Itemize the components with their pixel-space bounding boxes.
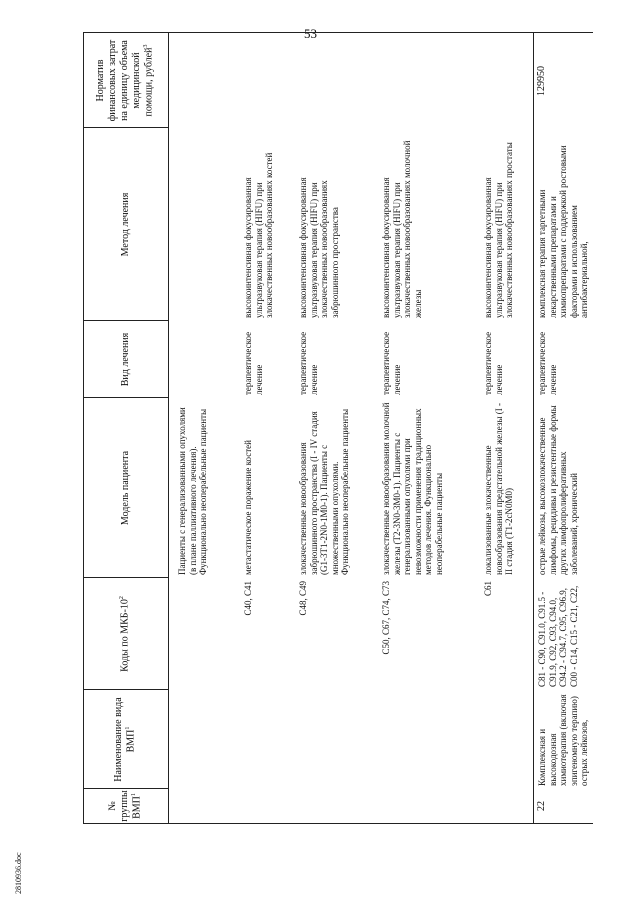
row-treatment-type: терапевтическое лечение [381, 331, 402, 395]
row-patient-model: злокачественные новообразования забрюшинного пространства (I - IV стадия (G1-3T1-2N0-1M0-1). Пациенты с множественными опухолями. Функционально неоперабельные пациенты [298, 409, 351, 575]
group-icd-codes: C81 - C90, C91.0, C91.5 - C91.9, C92, C93, C94.0, C94.2 - C94.7, C95, C96.9, C00 - C14, C15 - C21, C22, [537, 585, 579, 687]
table-grid [83, 32, 593, 824]
header-vmp-name: Наименование вида ВМП$^1$ [113, 697, 137, 782]
header-treatment-type: Вид лечения [119, 332, 131, 387]
row-icd-codes: C40, C41 [243, 581, 253, 616]
row-icd-codes: C48, C49 [298, 581, 308, 616]
group-cost-norm: 129950 [536, 66, 547, 96]
group-divider [533, 33, 534, 823]
row-treatment-method: высокоинтенсивная фокусированная ультразвуковая терапия (HIFU) при злокачественных новообразованиях костей [243, 152, 275, 318]
row-patient-model: локализованные злокачественные новообразования предстательной железы (I - II стадия (T1-2cN0M0) [483, 403, 515, 575]
group-treatment-type: терапевтическое лечение [537, 331, 558, 395]
header-treatment-method: Метод лечения [119, 192, 131, 257]
row-patient-model: метастатическое поражение костей [243, 440, 253, 575]
row-treatment-method: высокоинтенсивная фокусированная ультразвуковая терапия (HIFU) при злокачественных новообразованиях молочной железы [381, 140, 423, 318]
row-treatment-type: терапевтическое лечение [243, 331, 264, 395]
group-number: 22 [536, 801, 547, 811]
footer-filename [14, 846, 38, 894]
continuation-patient-model: Пациенты с генерализованными опухолями (в плане паллиативного лечения). Функционально неоперабельные пациенты [177, 407, 209, 575]
row-icd-codes: C61 [483, 581, 493, 597]
row-treatment-type: терапевтическое лечение [298, 331, 319, 395]
rotated-table [83, 34, 593, 824]
header-bottom-border [168, 33, 169, 823]
row-icd-codes: C50, C67, C74, C73 [381, 581, 391, 655]
header-group-number: № группы ВМП$^1$ [107, 790, 143, 822]
row-treatment-method: высокоинтенсивная фокусированная ультразвуковая терапия (HIFU) при злокачественных новообразованиях простаты [483, 142, 515, 318]
row-treatment-type: терапевтическое лечение [483, 331, 504, 395]
group-treatment-method: комплексная терапия таргетными лекарственными препаратами и химиопрепаратами с поддержкой ростовыми факторами и использованием антибактериальной, [537, 145, 590, 318]
row-treatment-method: высокоинтенсивная фокусированная ультразвуковая терапия (HIFU) при злокачественных новообразованиях забрюшинного пространства [298, 177, 340, 318]
header-icd-codes: Коды по МКБ-$10^2$ [119, 596, 131, 672]
group-patient-model: острые лейкозы, высокозлокачественные лимфомы, рецидивы и резистентные формы других лимфопролиферативных заболеваний, хронический [537, 405, 579, 575]
header-patient-model: Модель пациента [119, 450, 131, 526]
group-vmp-name: Комплексная и высокодозная химиотерапия (включая эпигеномную терапию) острых лейкозов, [537, 694, 590, 786]
row-patient-model: злокачественные новообразования молочной железы (T2-3N0-3M0-1). Пациенты с генерализованными опухолями при невозможности применения традиционных методов лечения. Функционально неоперабельные пациенты [381, 402, 444, 575]
footer-filename-text: 2810936.doc [14, 852, 23, 894]
header-cost-norm: Норматив финансовых затрат на единицу объема медицинской помощи, рублей$^3$ [95, 39, 155, 122]
page-number: 53 [304, 26, 317, 41]
